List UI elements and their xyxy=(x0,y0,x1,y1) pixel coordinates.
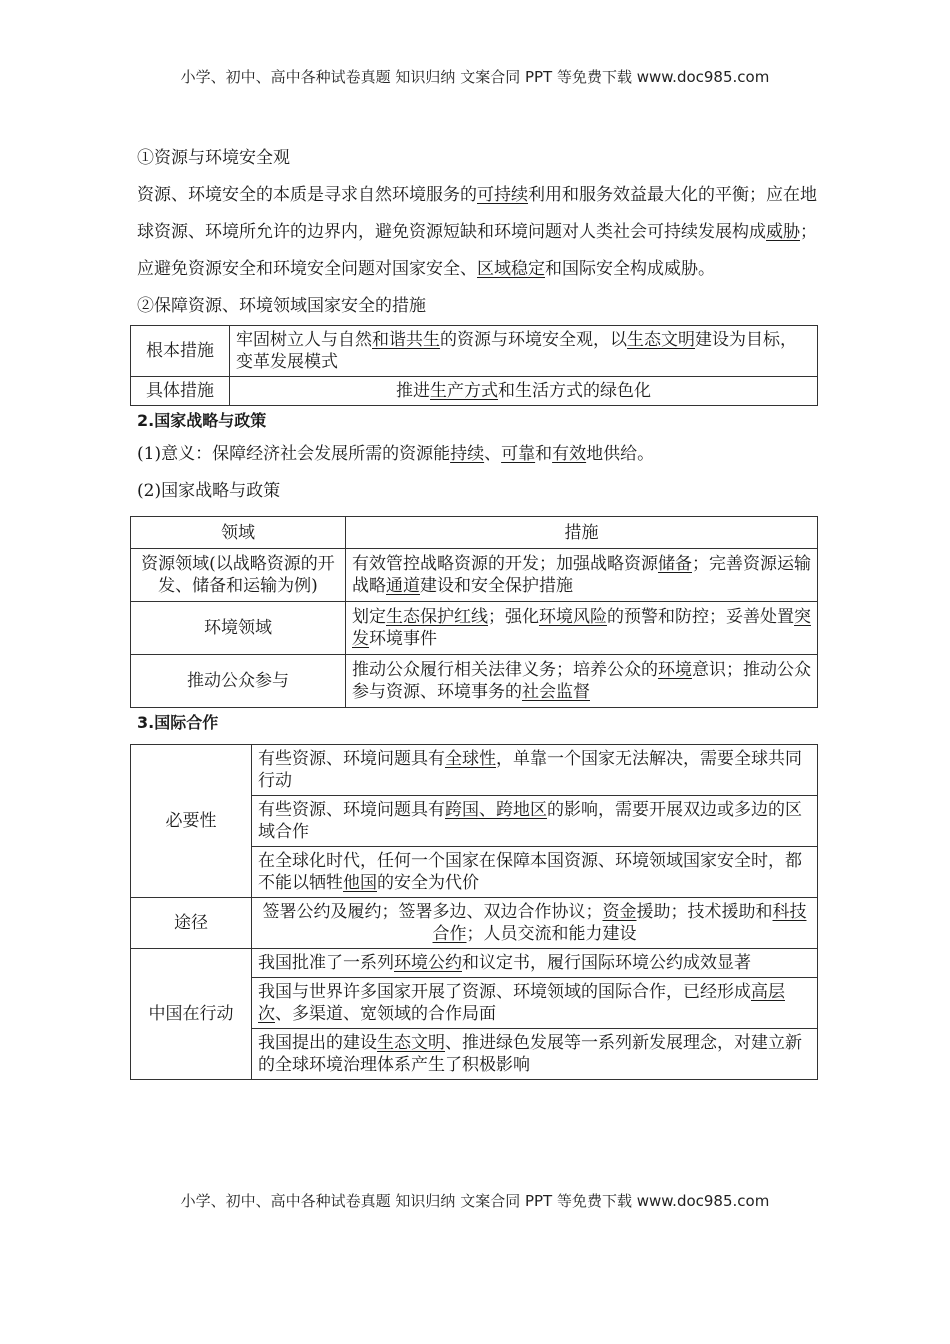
section-2-paragraph-2: (2)国家战略与政策 xyxy=(137,481,281,501)
text-run: 的资源与环境安全观，以 xyxy=(440,330,627,350)
text-run: 的预警和防控；妥善处置 xyxy=(607,607,794,627)
table-row xyxy=(131,377,818,406)
text-run: 的安全为代价 xyxy=(377,873,479,893)
row-content xyxy=(252,1029,818,1080)
row-content xyxy=(346,602,818,655)
row-content xyxy=(252,796,818,847)
table-header-row xyxy=(131,517,818,549)
text-run: 我国提出的建设 xyxy=(258,1033,377,1053)
row-content xyxy=(252,978,818,1029)
row-label: 具体措施 xyxy=(131,377,230,406)
blank-answer: 有效 xyxy=(552,444,587,464)
text-run: 建设为目标，变革发展模式 xyxy=(236,330,797,372)
text-run: 有效管控战略资源的开发；加强战略资源 xyxy=(352,554,658,574)
page-footer: 小学、初中、高中各种试卷真题 知识归纳 文案合同 PPT 等免费下载 www.doc985.com xyxy=(180,1192,770,1210)
text-run: 和国际安全构成威胁。 xyxy=(545,259,715,279)
blank-answer: 可靠 xyxy=(501,444,536,464)
table-row xyxy=(131,745,818,796)
blank-answer: 资金 xyxy=(602,902,637,922)
text-run: 援助；技术援助和 xyxy=(636,902,773,922)
text-run: 意识；推动公众参与资源、环境事务的 xyxy=(352,660,811,702)
blank-answer: 生态保护红线 xyxy=(386,607,488,627)
row-content xyxy=(346,549,818,602)
section-2-title: 2.国家战略与政策 xyxy=(137,411,267,430)
table-row xyxy=(131,326,818,377)
text-run: ；完善资源运输战略 xyxy=(352,554,811,596)
blank-answer: 跨国、跨地区 xyxy=(445,800,547,820)
blank-answer: 环境 xyxy=(658,660,692,680)
text-run: 和生活方式的绿色化 xyxy=(498,381,651,401)
text-run: 建设和安全保护措施 xyxy=(420,576,573,596)
blank-answer: 高层次 xyxy=(258,982,785,1024)
row-label: 推动公众参与 xyxy=(131,655,346,708)
blank-answer: 通道 xyxy=(386,576,420,596)
row-content xyxy=(252,847,818,898)
text-run: 、推进绿色发展等一系列新发展理念，对建立新的全球环境治理体系产生了积极影响 xyxy=(258,1033,802,1075)
blank-answer: 突发 xyxy=(352,607,811,649)
section-1-title: ①资源与环境安全观 xyxy=(137,148,290,168)
text-run: 利用和服务效益最大化的平衡；应在地球资源、环境所允许的边界内，避免资源短缺和环境问题对人类社会可持续发展构成 xyxy=(137,185,817,242)
text-run: 在全球化时代，任何一个国家在保障本国资源、环境领域国家安全时，都不能以牺牲 xyxy=(258,851,802,893)
text-run: 有些资源、环境问题具有 xyxy=(258,749,445,769)
row-label: 环境领域 xyxy=(131,602,346,655)
row-content xyxy=(230,326,818,377)
column-header-measures: 措施 xyxy=(346,517,818,549)
text-run: ；人员交流和能力建设 xyxy=(466,924,637,944)
text-run: 、多渠道、宽领域的合作局面 xyxy=(275,1004,496,1024)
blank-answer: 科技合作 xyxy=(432,902,807,944)
text-run: ，单靠一个国家无法解决，需要全球共同行动 xyxy=(258,749,802,791)
cooperation-table xyxy=(130,744,818,1080)
strategy-table xyxy=(130,516,818,708)
document-body xyxy=(137,140,817,1080)
section-1-subtitle: ②保障资源、环境领域国家安全的措施 xyxy=(137,296,426,316)
row-content xyxy=(346,655,818,708)
text-run: 我国与世界许多国家开展了资源、环境领域的国际合作，已经形成 xyxy=(258,982,751,1002)
text-run: 我国批准了一系列 xyxy=(258,953,394,973)
text-run: 推动公众履行相关法律义务；培养公众的 xyxy=(352,660,658,680)
row-content xyxy=(252,898,818,949)
text-run: 有些资源、环境问题具有 xyxy=(258,800,445,820)
text-run: 和 xyxy=(535,444,553,464)
blank-answer: 生态文明 xyxy=(377,1033,445,1053)
text-run: 推进 xyxy=(396,381,430,401)
text-run: 资源、环境安全的本质是寻求自然环境服务的 xyxy=(137,185,477,205)
table-row xyxy=(131,655,818,708)
blank-answer: 可持续 xyxy=(477,185,528,205)
row-content xyxy=(252,745,818,796)
blank-answer: 社会监督 xyxy=(522,682,590,702)
blank-answer: 储备 xyxy=(658,554,692,574)
text-run: (1)意义：保障经济社会发展所需的资源能 xyxy=(137,444,451,464)
blank-answer: 生产方式 xyxy=(430,381,498,401)
blank-answer: 生态文明 xyxy=(627,330,695,350)
row-content xyxy=(252,949,818,978)
text-run: 签署公约及履约；签署多边、双边合作协议； xyxy=(262,902,603,922)
text-run: ；强化 xyxy=(488,607,539,627)
blank-answer: 环境公约 xyxy=(394,953,462,973)
section-2-paragraph-1 xyxy=(137,436,817,473)
text-run: 的影响，需要开展双边或多边的区域合作 xyxy=(258,800,802,842)
section-3-title: 3.国际合作 xyxy=(137,713,219,732)
text-run: ；应避免资源安全和环境安全问题对国家安全、 xyxy=(137,222,817,279)
text-run: 、 xyxy=(484,444,502,464)
row-label: 中国在行动 xyxy=(131,949,252,1080)
page-header: 小学、初中、高中各种试卷真题 知识归纳 文案合同 PPT 等免费下载 www.doc985.com xyxy=(180,68,770,86)
measures-table xyxy=(130,325,818,406)
column-header-field: 领域 xyxy=(131,517,346,549)
section-1-paragraph xyxy=(137,177,817,288)
table-row xyxy=(131,898,818,949)
text-run: 划定 xyxy=(352,607,386,627)
table-row xyxy=(131,949,818,978)
blank-answer: 威胁 xyxy=(766,222,800,242)
text-run: 和议定书，履行国际环境公约成效显著 xyxy=(462,953,751,973)
text-run: 牢固树立人与自然 xyxy=(236,330,372,350)
row-label: 资源领域(以战略资源的开发、储备和运输为例) xyxy=(131,549,346,602)
row-label: 根本措施 xyxy=(131,326,230,377)
row-content xyxy=(230,377,818,406)
table-row xyxy=(131,549,818,602)
blank-answer: 全球性 xyxy=(445,749,496,769)
table-row xyxy=(131,602,818,655)
row-label: 必要性 xyxy=(131,745,252,898)
blank-answer: 环境风险 xyxy=(539,607,607,627)
text-run: 环境事件 xyxy=(369,629,437,649)
blank-answer: 和谐共生 xyxy=(372,330,440,350)
blank-answer: 区域稳定 xyxy=(477,259,545,279)
blank-answer: 他国 xyxy=(343,873,377,893)
row-label: 途径 xyxy=(131,898,252,949)
text-run: 地供给。 xyxy=(586,444,655,464)
blank-answer: 持续 xyxy=(450,444,485,464)
